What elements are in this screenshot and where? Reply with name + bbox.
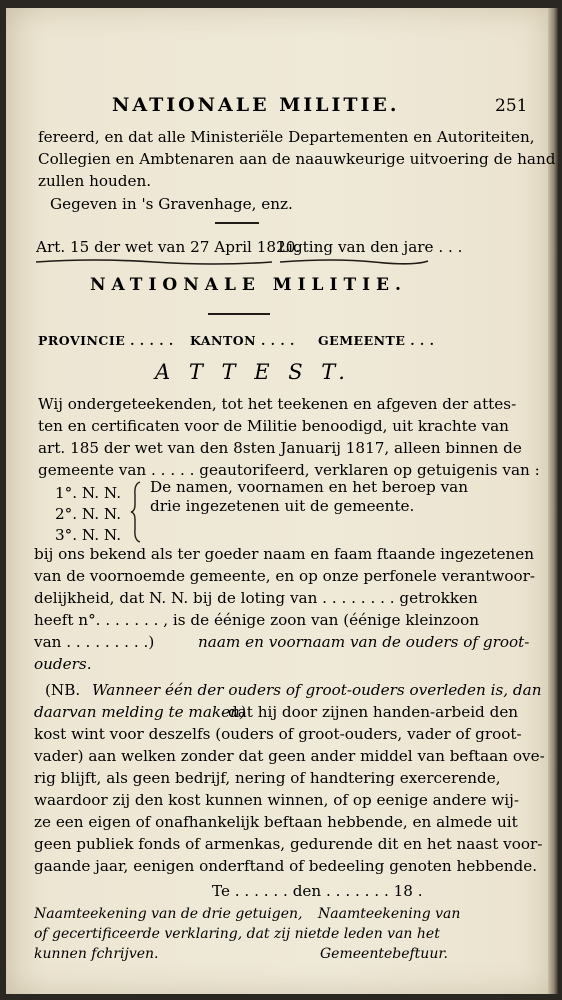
nb-line-7: ze een eigen of onafhankelijk beftaan hebbende, en almede uit bbox=[34, 813, 518, 831]
nb-line-9: gaande jaar, eenigen onderftand of bedeeling genoten hebbende. bbox=[34, 857, 538, 875]
nb-line-1: Wanneer één der ouders of groot-ouders overleden is, dan bbox=[92, 681, 542, 699]
nb-line-8: geen publiek fonds of armenkas, gedurende dit en het naast voor- bbox=[34, 835, 543, 853]
attest-line-4: gemeente van . . . . . geautorifeerd, verklaren op getuigenis van : bbox=[38, 461, 540, 479]
intro-line-2: Collegien en Ambtenaren aan de naauwkeurige uitvoering de hand bbox=[38, 150, 556, 168]
witness-2: 2°. N. N. bbox=[55, 505, 122, 523]
article-reference: Art. 15 der wet van 27 April 1820. bbox=[36, 238, 301, 256]
running-title: NATIONALE MILITIE. bbox=[112, 94, 400, 116]
attest-line-1: Wij ondergeteekenden, tot het teekenen en afgeven der attes- bbox=[38, 395, 517, 413]
attest-line-5: bij ons bekend als ter goeder naam en faam ftaande ingezetenen bbox=[34, 545, 535, 563]
attest-title: A T T E S T. bbox=[155, 360, 351, 384]
signature-right-2: de leden van het bbox=[322, 926, 440, 942]
nb-line-6: waardoor zij den kost kunnen winnen, of op eenige andere wij- bbox=[34, 791, 519, 809]
nb-line-5: rig blijft, als geen bedrijf, nering of handtering exercerende, bbox=[34, 769, 501, 787]
ligting-line: Ligting van den jare . . . bbox=[278, 238, 463, 256]
brace-note-line-2: drie ingezetenen uit de gemeente. bbox=[150, 497, 415, 515]
title-rule bbox=[208, 313, 270, 315]
intro-line-3: zullen houden. bbox=[38, 172, 152, 190]
witness-1: 1°. N. N. bbox=[55, 484, 122, 502]
signature-right-1: Naamteekening van bbox=[318, 906, 461, 922]
kanton-label: KANTON . . . . bbox=[190, 333, 295, 348]
gemeente-label: GEMEENTE . . . bbox=[318, 333, 435, 348]
signature-left-1: Naamteekening van de drie getuigen, bbox=[34, 906, 303, 922]
page-number: 251 bbox=[495, 96, 528, 116]
curly-brace bbox=[130, 481, 144, 543]
attest-line-7: delijkheid, dat N. N. bij de loting van . . . . . . . . getrokken bbox=[34, 589, 478, 607]
attest-line-2: ten en certificaten voor de Militie benoodigd, uit krachte van bbox=[38, 417, 509, 435]
signature-left-3: kunnen fchrijven. bbox=[34, 946, 159, 962]
attest-line-9b: naam en voornaam van de ouders of groot- bbox=[198, 633, 530, 651]
nb-line-2a: daarvan melding te maken) bbox=[34, 703, 246, 721]
section-title: NATIONALE MILITIE. bbox=[90, 275, 407, 295]
intro-line-1: fereerd, en dat alle Ministeriële Departementen en Autoriteiten, bbox=[38, 128, 535, 146]
attest-line-6: van de voornoemde gemeente, en op onze perfonele verantwoor- bbox=[34, 567, 536, 585]
signature-right-3: Gemeentebeftuur. bbox=[320, 946, 448, 962]
intro-line-4: Gegeven in 's Gravenhage, enz. bbox=[50, 195, 293, 213]
provincie-label: PROVINCIE . . . . . bbox=[38, 333, 174, 348]
witness-3: 3°. N. N. bbox=[55, 526, 122, 544]
attest-line-3: art. 185 der wet van den 8sten Januarij 1817, alleen binnen de bbox=[38, 439, 522, 457]
nb-line-3: kost wint voor deszelfs (ouders of groot-ouders, vader of groot- bbox=[34, 725, 522, 743]
attest-line-8: heeft n°. . . . . . . , is de éénige zoon van (éénige kleinzoon bbox=[34, 611, 480, 629]
brace-note-line-1: De namen, voornamen en het beroep van bbox=[150, 478, 468, 496]
attest-line-9a: van . . . . . . . . .) bbox=[34, 633, 155, 651]
attest-line-10: ouders. bbox=[34, 655, 92, 673]
date-line: Te . . . . . . den . . . . . . . 18 . bbox=[212, 882, 423, 900]
signature-left-2: of gecertificeerde verklaring, dat zij niet bbox=[34, 926, 323, 942]
short-rule bbox=[215, 222, 259, 224]
nb-line-4: vader) aan welken zonder dat geen ander middel van beftaan ove- bbox=[34, 747, 545, 765]
article-underline-swash bbox=[34, 256, 430, 268]
nb-line-2b: dat hij door zijnen handen-arbeid den bbox=[228, 703, 519, 721]
nb-label: (NB. bbox=[45, 681, 81, 699]
